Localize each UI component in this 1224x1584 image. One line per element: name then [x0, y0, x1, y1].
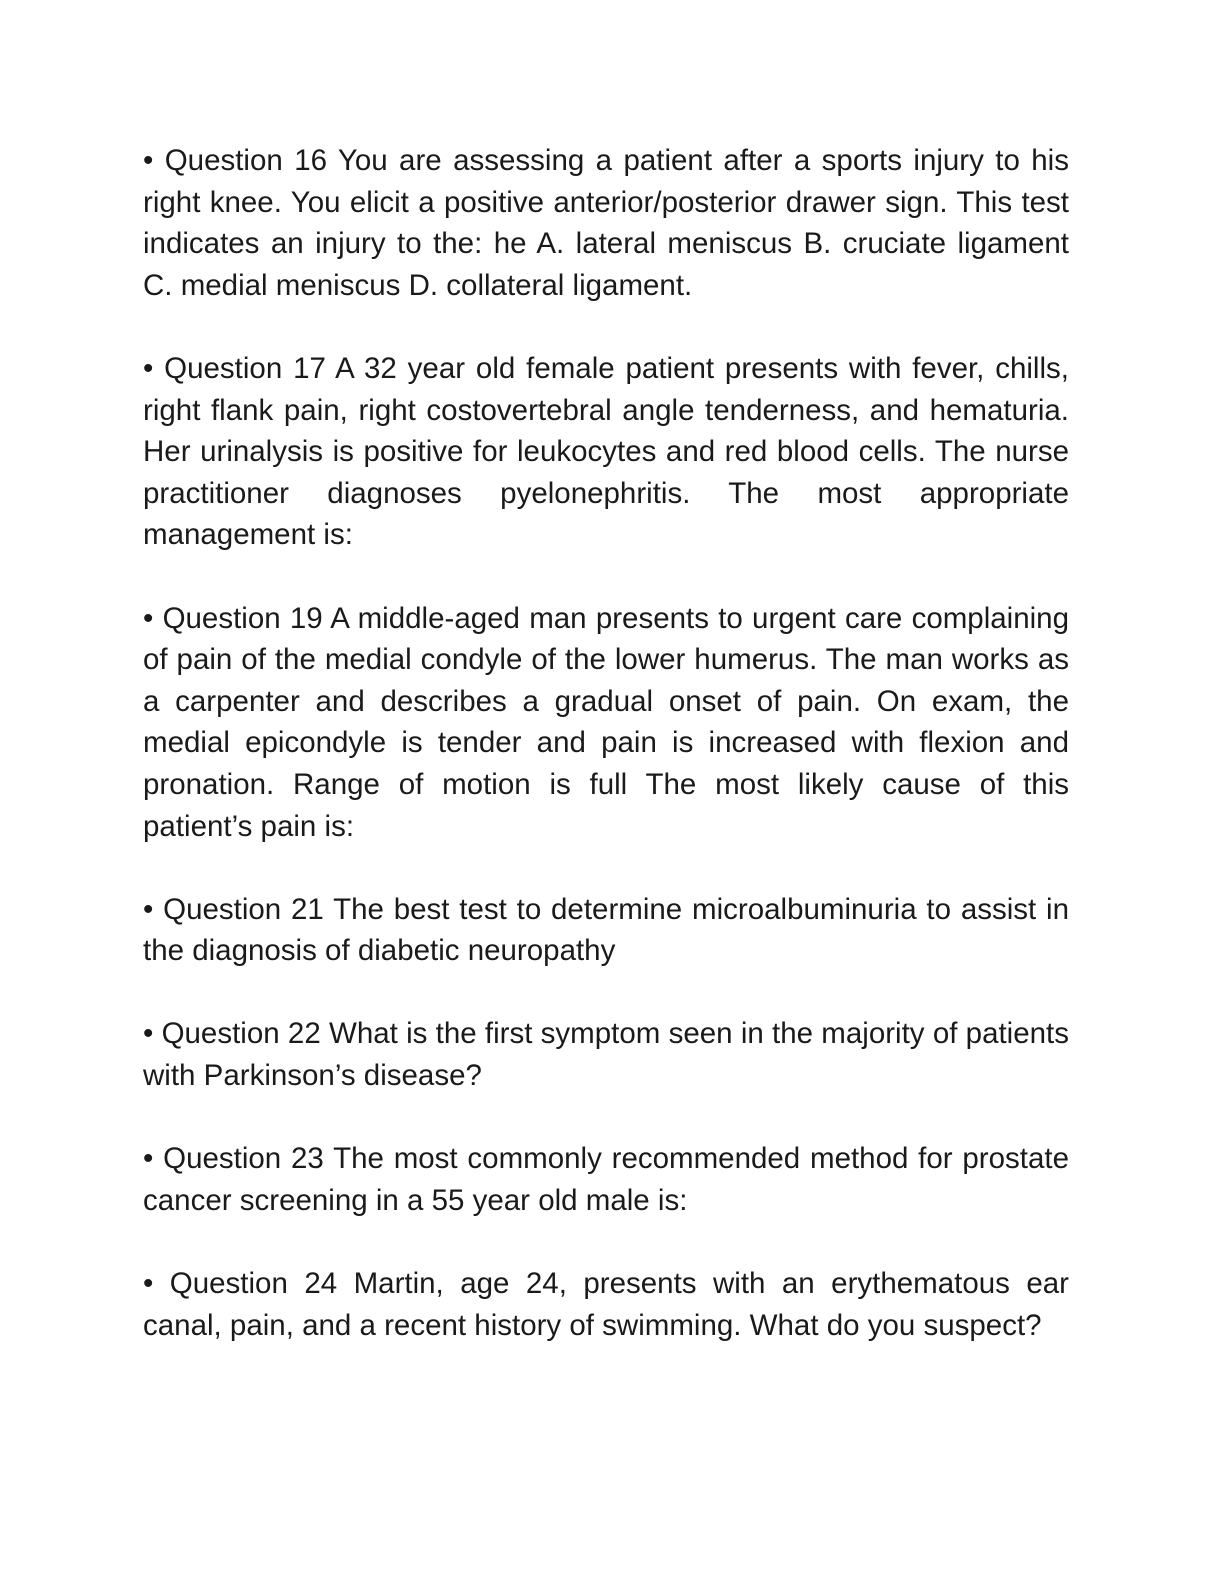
question-24: • Question 24 Martin, age 24, presents with an erythematous ear canal, pain, and a recent history of swimming. What do you suspect? — [143, 1267, 1069, 1342]
question-19: • Question 19 A middle-aged man presents to urgent care complaining of pain of the medial condyle of the lower humerus. The man works as a carpenter and describes a gradual onset of pain. On exam, the medial epicondyle is tender and pain is increased with flexion and pronation. Range of motion is full The most likely cause of this patient’s pain is: — [143, 601, 1069, 843]
question-21: • Question 21 The best test to determine microalbuminuria to assist in the diagnosis of diabetic neuropathy — [143, 892, 1069, 968]
question-23: • Question 23 The most commonly recommended method for prostate cancer screening in a 55 year old male is: — [143, 1142, 1069, 1217]
document-page — [143, 140, 1069, 1388]
question-16: • Question 16 You are assessing a patient after a sports injury to his right knee. You elicit a positive anterior/posterior drawer sign. This test indicates an injury to the: he A. lateral meniscus B. cruciate ligament C. medial meniscus D. collateral ligament. — [143, 144, 1069, 302]
question-22: • Question 22 What is the first symptom seen in the majority of patients with Parkinson’s disease? — [143, 1017, 1069, 1093]
question-17: • Question 17 A 32 year old female patient presents with fever, chills, right flank pain, right costovertebral angle tenderness, and hematuria. Her urinalysis is positive for leukocytes and red blood cells. The nurse practitioner diagnoses pyelonephritis. The most appropriate management is: — [143, 351, 1069, 552]
